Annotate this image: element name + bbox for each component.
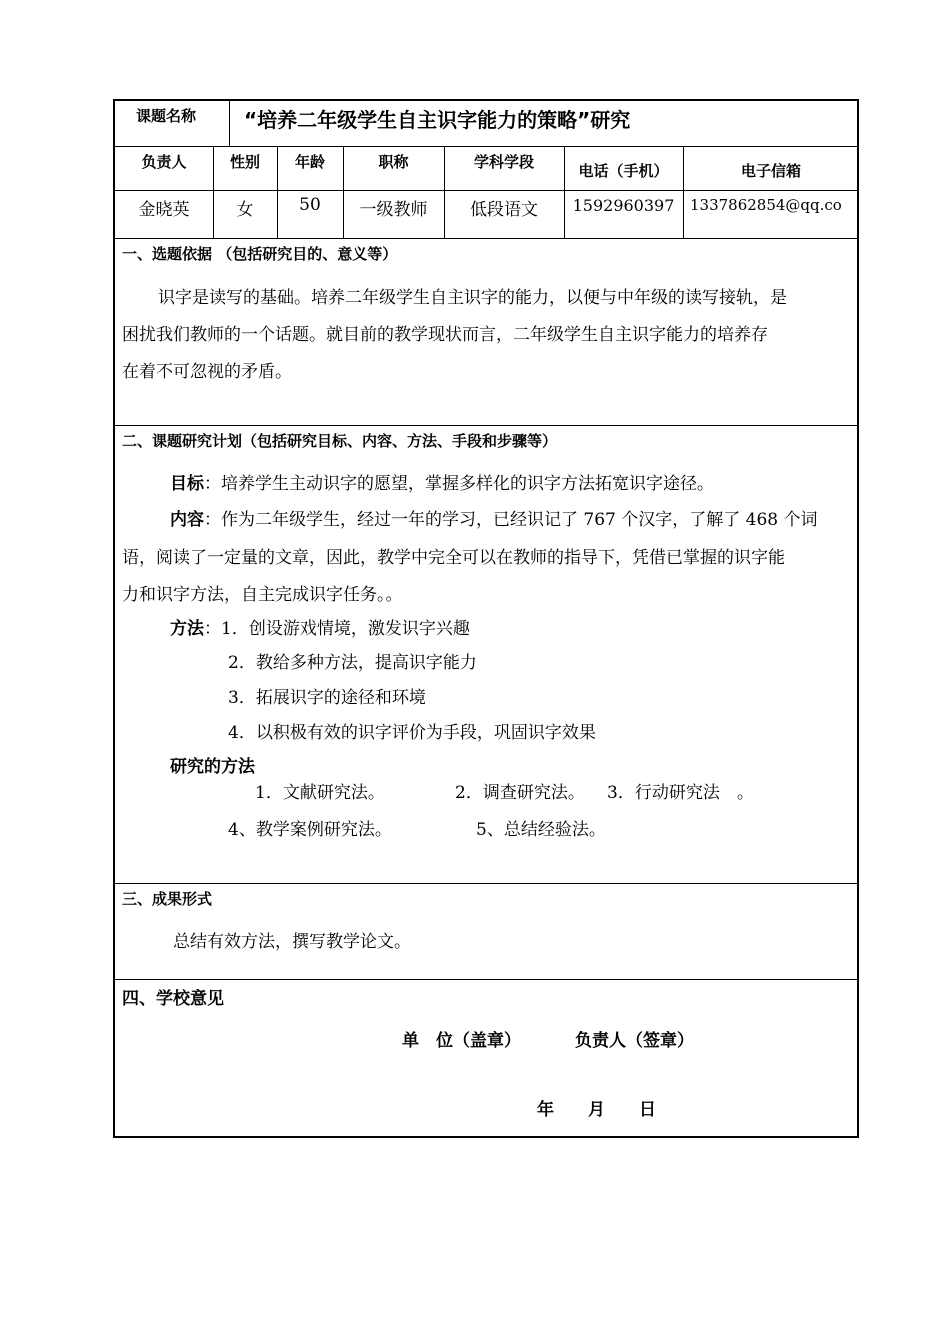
method-2: 2．教给多种方法，提高识字能力 [228, 653, 477, 673]
cell-email: 1337862854@qq.co [690, 196, 842, 214]
method-line-1 [170, 614, 470, 639]
research-method-5: 5、总结经验法。 [476, 820, 606, 840]
col-divider-topic [229, 99, 230, 146]
section3-heading: 三、成果形式 [122, 890, 213, 908]
row-divider-section3 [113, 979, 859, 980]
section1-line-3: 在着不可忽视的矛盾。 [122, 362, 292, 382]
row-divider-topic [113, 146, 859, 147]
cell-phone: 1592960397 [572, 196, 675, 215]
research-method-2: 2．调查研究法。 [455, 783, 585, 803]
col-header-phone: 电话（手机） [578, 162, 669, 180]
research-method-4: 4、教学案例研究法。 [228, 820, 392, 840]
col-header-title: 职称 [378, 153, 409, 171]
goal-text: ：培养学生主动识字的愿望，掌握多样化的识字方法拓宽识字途径。 [204, 474, 714, 494]
content-line-2: 语，阅读了一定量的文章，因此，教学中完全可以在教师的指导下，凭借已掌握的识字能 [122, 548, 785, 568]
section2-heading: 二、课题研究计划（包括研究目标、内容、方法、手段和步骤等） [122, 432, 558, 450]
cell-leader: 金晓英 [138, 200, 190, 220]
research-method-1: 1．文献研究法。 [255, 783, 385, 803]
col-header-email: 电子信箱 [740, 162, 801, 180]
unit-stamp-label: 单 位（盖章） [402, 1031, 521, 1051]
cell-subject: 低段语文 [470, 200, 538, 220]
research-method-3: 3．行动研究法 。 [607, 783, 754, 803]
cell-gender: 女 [236, 200, 254, 220]
section1-line-1: 识字是读写的基础。培养二年级学生自主识字的能力，以便与中年级的读写接轨，是 [158, 288, 787, 308]
col-header-subject: 学科学段 [473, 153, 534, 171]
topic-label: 课题名称 [136, 107, 197, 125]
method-label: 方法 [170, 619, 204, 639]
content-line-1 [170, 505, 818, 530]
method-3: 3．拓展识字的途径和环境 [228, 688, 426, 708]
section4-heading: 四、学校意见 [122, 989, 224, 1009]
row-divider-section1 [113, 425, 859, 426]
cell-age: 50 [299, 195, 321, 215]
content-text-1: ：作为二年级学生，经过一年的学习，已经识记了 767 个汉字，了解了 468 个词 [204, 510, 818, 530]
person-sign-label: 负责人（签章） [575, 1031, 694, 1051]
col-header-age: 年龄 [294, 153, 325, 171]
row-divider-section2 [113, 883, 859, 884]
method-4: 4．以积极有效的识字评价为手段，巩固识字效果 [228, 723, 596, 743]
goal-line [170, 469, 714, 494]
row-divider-info-header [113, 190, 859, 191]
topic-title: “培养二年级学生自主识字能力的策略”研究 [244, 108, 631, 132]
cell-title: 一级教师 [359, 200, 428, 220]
research-methods-title: 研究的方法 [170, 757, 255, 777]
col-header-gender: 性别 [229, 153, 260, 171]
row-divider-info-values [113, 238, 859, 239]
section1-heading: 一、选题依据 （包括研究目的、意义等） [122, 245, 398, 263]
section1-line-2: 困扰我们教师的一个话题。就目前的教学现状而言，二年级学生自主识字能力的培养存 [122, 325, 768, 345]
content-line-3: 力和识字方法，自主完成识字任务。。 [122, 585, 403, 605]
col-header-leader: 负责人 [141, 153, 187, 171]
goal-label: 目标 [170, 474, 204, 494]
method-1: ：1．创设游戏情境，激发识字兴趣 [204, 619, 470, 639]
date-label: 年 月 日 [537, 1100, 656, 1120]
section3-text: 总结有效方法，撰写教学论文。 [173, 932, 411, 952]
content-label: 内容 [170, 510, 204, 530]
